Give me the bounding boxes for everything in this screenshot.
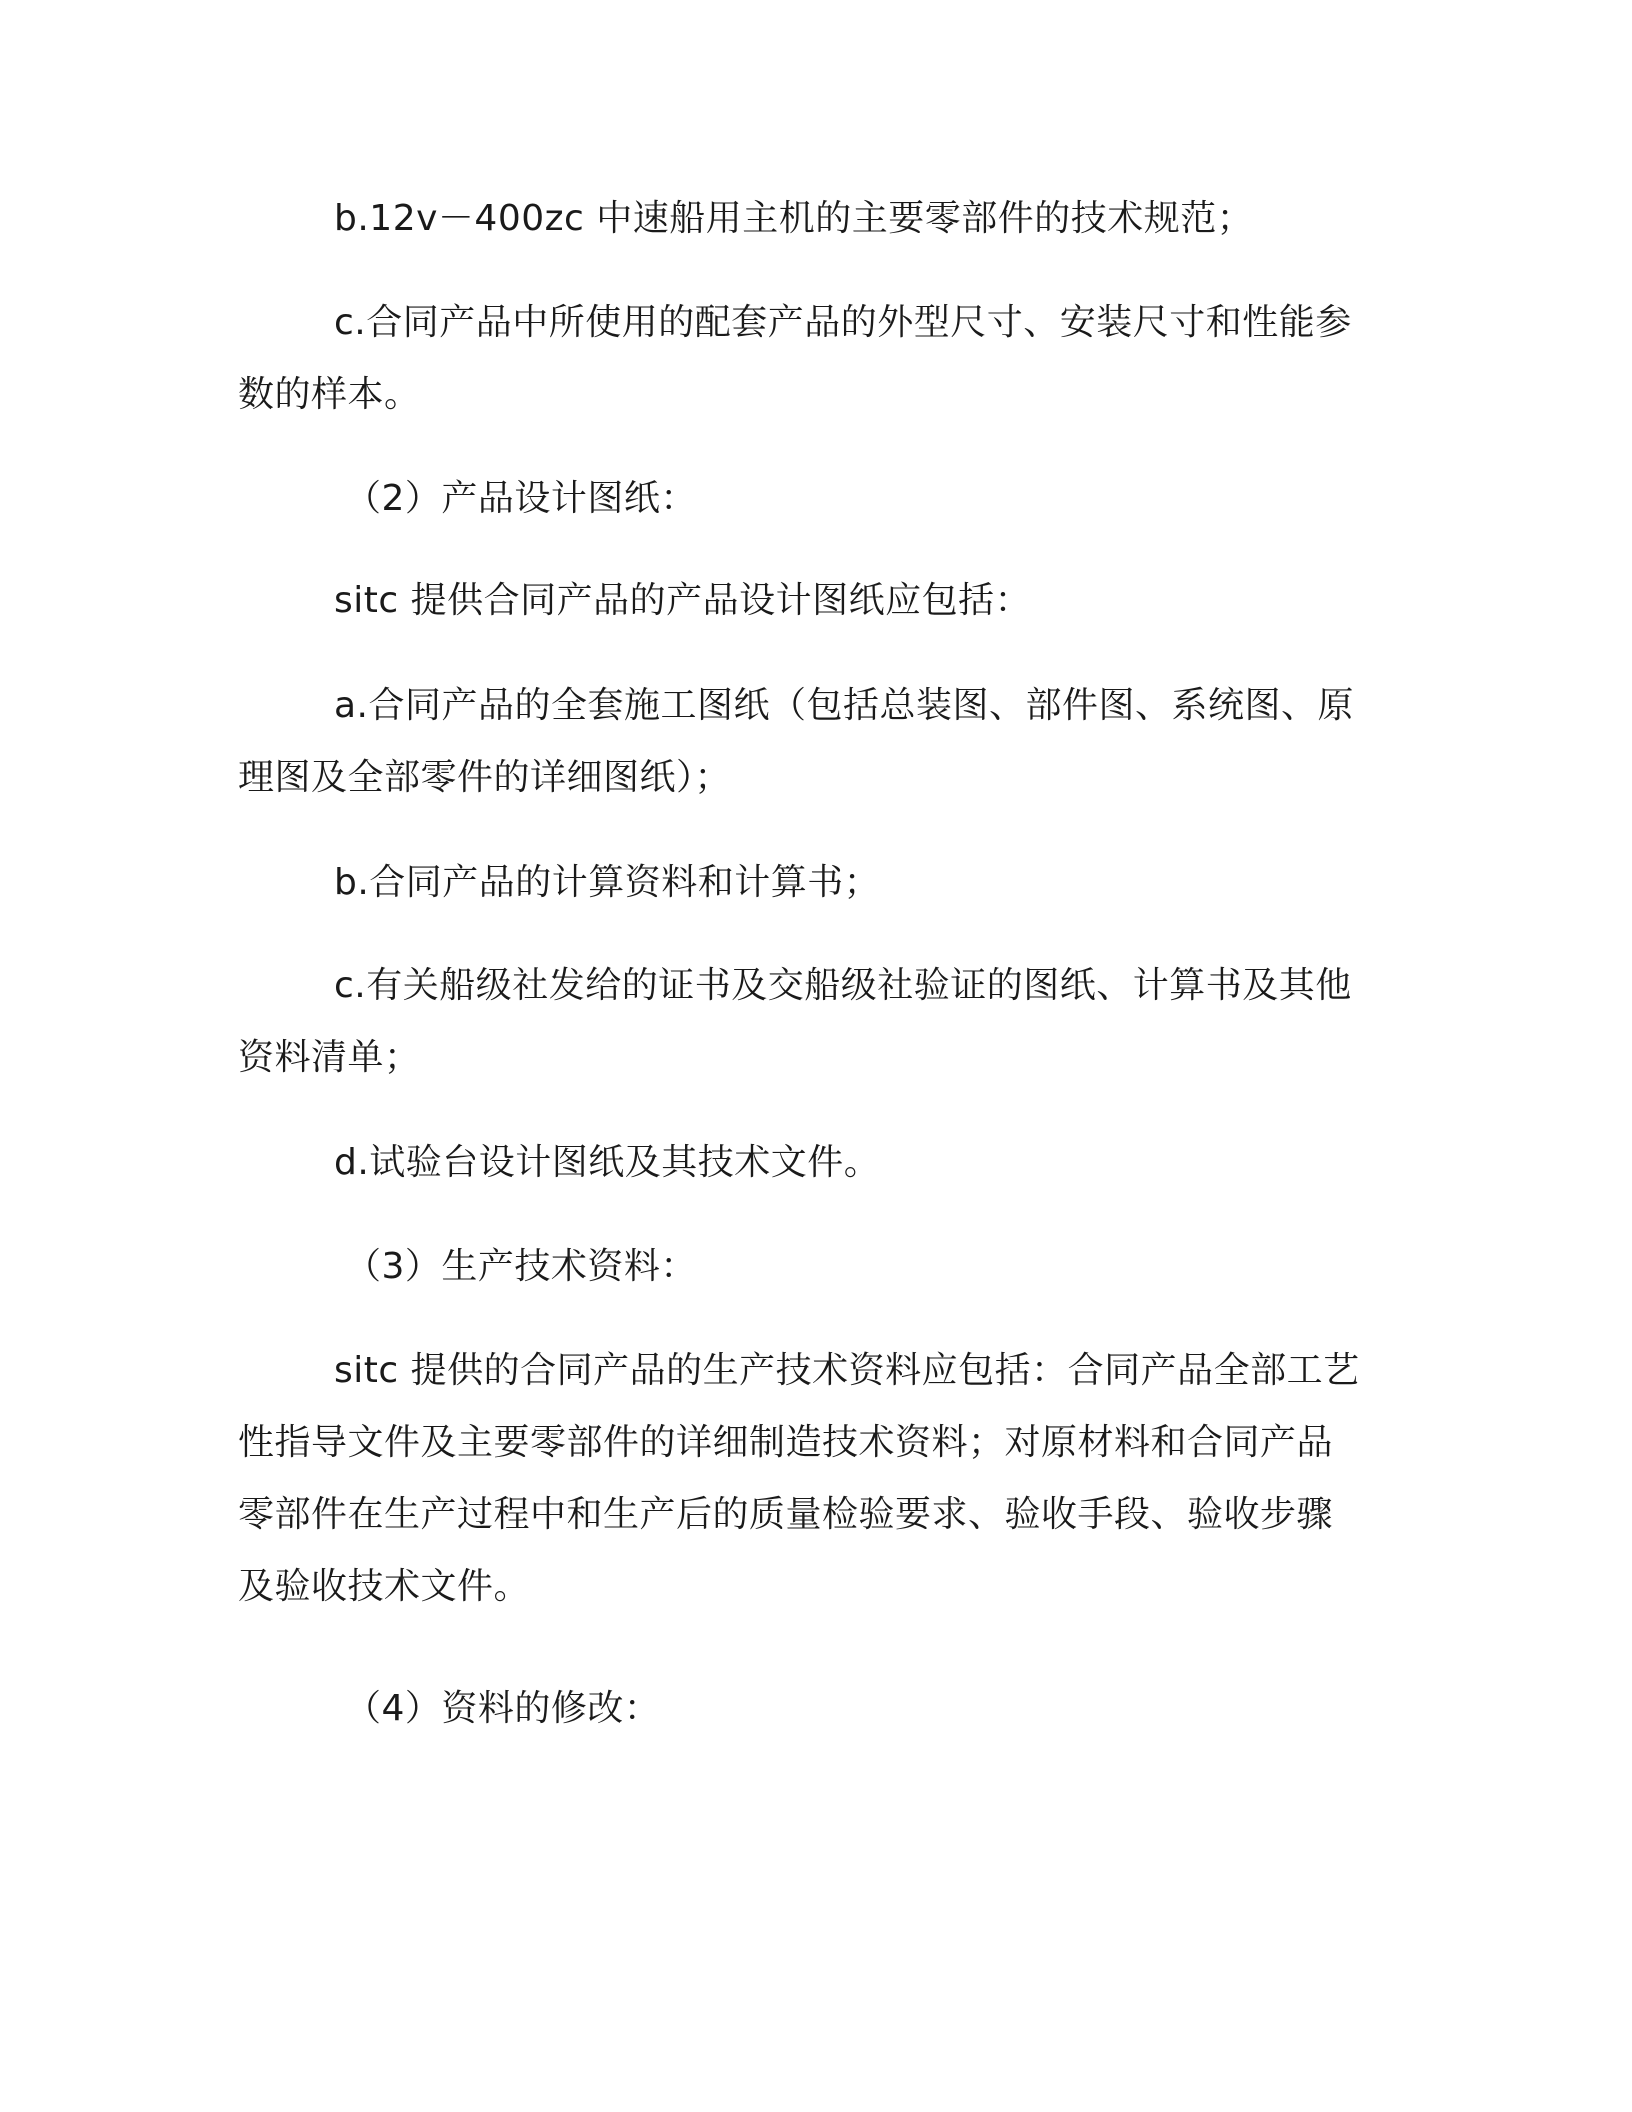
section-heading-production-docs: （3）生产技术资料： [345,1246,697,1287]
paragraph-spec-item-c: c.合同产品中所使用的配套产品的外型尺寸、安装尺寸和性能参数的样本。 [238,302,1352,415]
paragraph-drawings-item-b: b.合同产品的计算资料和计算书； [334,862,881,903]
paragraph-drawings-item-c: c.有关船级社发给的证书及交船级社验证的图纸、计算书及其他资料清单； [238,965,1352,1078]
paragraph-production-docs: sitc 提供的合同产品的生产技术资料应包括：合同产品全部工艺性指导文件及主要零部件的详细制造技术资料；对原材料和合同产品零部件在生产过程中和生产后的质量检验要求、验收手段、验收步骤及验收技术文件。 [238,1350,1360,1607]
paragraph-spec-item-b: b.12v－400zc 中速船用主机的主要零部件的技术规范； [334,198,1254,239]
section-heading-design-drawings: （2）产品设计图纸： [345,478,697,519]
paragraph-design-drawings-intro: sitc 提供合同产品的产品设计图纸应包括： [334,580,1032,621]
paragraph-drawings-item-d: d.试验台设计图纸及其技术文件。 [334,1142,881,1183]
section-heading-doc-revision: （4）资料的修改： [345,1688,661,1729]
paragraph-drawings-item-a: a.合同产品的全套施工图纸（包括总装图、部件图、系统图、原理图及全部零件的详细图纸）； [238,685,1355,798]
